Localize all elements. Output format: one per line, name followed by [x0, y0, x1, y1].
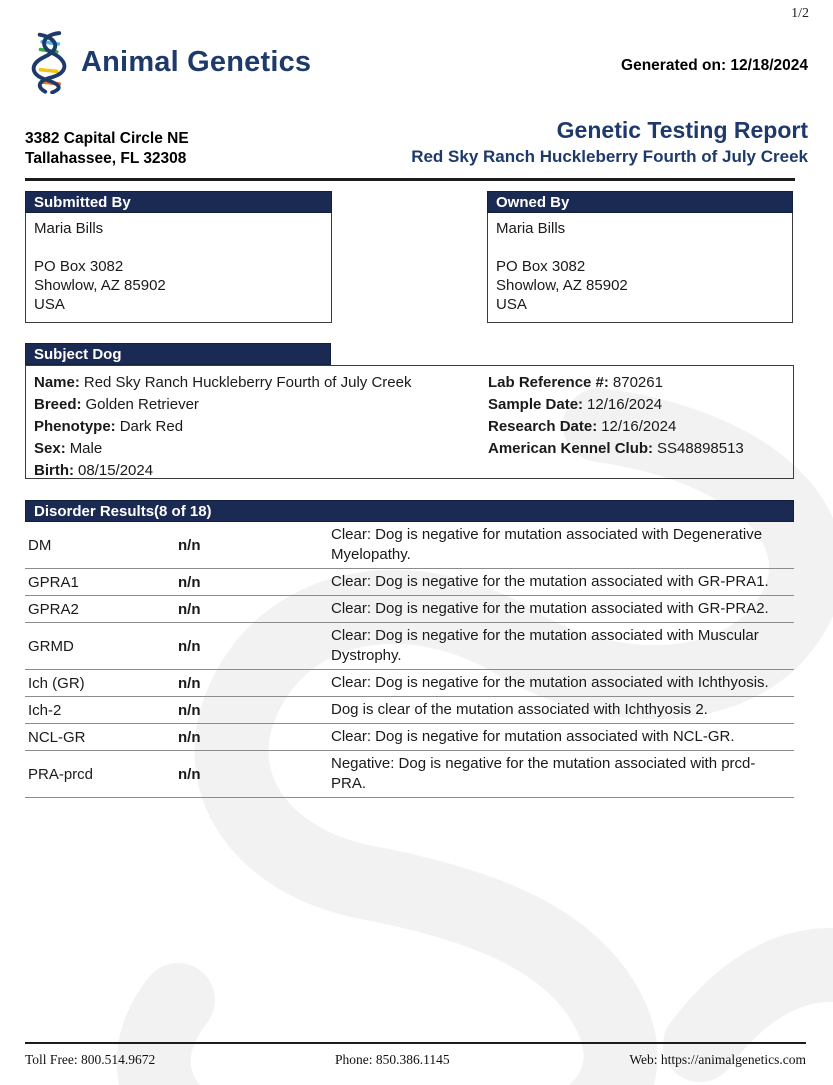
generated-date: Generated on: 12/18/2024	[621, 57, 808, 74]
brand-logo	[24, 30, 311, 94]
disorder-result: n/n	[178, 765, 201, 783]
subject-field-akc: American Kennel Club: SS48898513	[488, 440, 744, 457]
subject-field-sex: Sex: Male	[34, 440, 103, 457]
owned-by-city: Showlow, AZ 85902	[496, 277, 628, 294]
submitted-by-name: Maria Bills	[34, 220, 104, 237]
disorder-result: n/n	[178, 701, 201, 719]
disorder-description: Clear: Dog is negative for the mutation associated with Ichthyosis.	[331, 674, 769, 691]
disorder-name: DM	[28, 536, 52, 554]
subject-field-phenotype: Phenotype: Dark Red	[34, 418, 184, 435]
disorder-description: Clear: Dog is negative for mutation associated with Degenerative Myelopathy.	[331, 526, 763, 563]
disorder-description: Clear: Dog is negative for the mutation associated with GR-PRA1.	[331, 573, 769, 590]
subject-field-breed: Breed: Golden Retriever	[34, 396, 199, 413]
disorder-result: n/n	[178, 573, 201, 591]
subject-field-birth: Birth: 08/15/2024	[34, 462, 154, 479]
header-divider	[25, 178, 795, 181]
subject-dog-section	[25, 343, 794, 479]
subject-dog-body	[25, 365, 794, 479]
report-title: Genetic Testing Report	[556, 117, 808, 143]
submitted-by-box	[25, 191, 332, 323]
lab-address-line1: 3382 Capital Circle NE	[25, 130, 189, 147]
subject-field-research-date: Research Date: 12/16/2024	[488, 418, 677, 435]
page-number: 1/2	[791, 6, 809, 21]
footer-phone: Phone: 850.386.1145	[335, 1052, 450, 1067]
disorder-name: Ich-2	[28, 701, 62, 719]
subject-field-sample-date: Sample Date: 12/16/2024	[488, 396, 663, 413]
table-row	[25, 751, 794, 798]
disorder-results-table	[25, 522, 794, 798]
disorder-description: Negative: Dog is negative for the mutation associated with prcd-PRA.	[331, 755, 756, 792]
owned-by-country: USA	[496, 296, 527, 313]
dna-helix-icon	[24, 30, 71, 94]
lab-address-line2: Tallahassee, FL 32308	[25, 150, 187, 167]
submitted-by-street: PO Box 3082	[34, 258, 124, 275]
submitted-by-body	[25, 213, 332, 323]
disorder-name: GPRA1	[28, 573, 79, 591]
disorder-result: n/n	[178, 728, 201, 746]
submitted-by-city: Showlow, AZ 85902	[34, 277, 166, 294]
disorder-name: NCL-GR	[28, 728, 86, 746]
disorder-name: PRA-prcd	[28, 765, 94, 783]
table-row	[25, 724, 794, 751]
footer	[25, 1052, 806, 1068]
subject-dog-header: Subject Dog	[25, 343, 331, 365]
footer-toll-free: Toll Free: 800.514.9672	[25, 1052, 156, 1067]
brand-name: Animal Genetics	[81, 45, 312, 78]
table-row	[25, 670, 794, 697]
disorder-results-header: Disorder Results(8 of 18)	[25, 500, 794, 522]
footer-web: Web: https://animalgenetics.com	[629, 1052, 806, 1067]
submitted-by-blank	[34, 238, 323, 257]
table-row	[25, 522, 794, 569]
disorder-result: n/n	[178, 637, 201, 655]
report-subject-name: Red Sky Ranch Huckleberry Fourth of July Creek	[411, 147, 808, 166]
disorder-description: Clear: Dog is negative for the mutation associated with Muscular Dystrophy.	[331, 627, 759, 664]
lab-address	[25, 129, 189, 169]
table-row	[25, 623, 794, 670]
disorder-description: Clear: Dog is negative for the mutation associated with GR-PRA2.	[331, 600, 769, 617]
table-row	[25, 569, 794, 596]
table-row	[25, 697, 794, 724]
owned-by-blank	[496, 238, 784, 257]
subject-field-name: Name: Red Sky Ranch Huckleberry Fourth of July Creek	[34, 374, 412, 391]
owned-by-body	[487, 213, 793, 323]
disorder-description: Clear: Dog is negative for mutation associated with NCL-GR.	[331, 728, 735, 745]
disorder-name: GRMD	[28, 637, 74, 655]
submitted-by-country: USA	[34, 296, 65, 313]
subject-dog-right-column	[488, 372, 744, 460]
owned-by-street: PO Box 3082	[496, 258, 586, 275]
disorder-description: Dog is clear of the mutation associated with Ichthyosis 2.	[331, 701, 708, 718]
disorder-result: n/n	[178, 600, 201, 618]
footer-divider	[25, 1042, 806, 1044]
disorder-result: n/n	[178, 536, 201, 554]
disorder-name: Ich (GR)	[28, 674, 85, 692]
subject-field-lab-reference: Lab Reference #: 870261	[488, 374, 663, 391]
owned-by-name: Maria Bills	[496, 220, 566, 237]
disorder-name: GPRA2	[28, 600, 79, 618]
table-row	[25, 596, 794, 623]
owned-by-header: Owned By	[487, 191, 793, 213]
disorder-results-section	[25, 500, 794, 798]
disorder-result: n/n	[178, 674, 201, 692]
owned-by-box	[487, 191, 793, 323]
submitted-by-header: Submitted By	[25, 191, 332, 213]
report-title-block	[411, 116, 808, 169]
